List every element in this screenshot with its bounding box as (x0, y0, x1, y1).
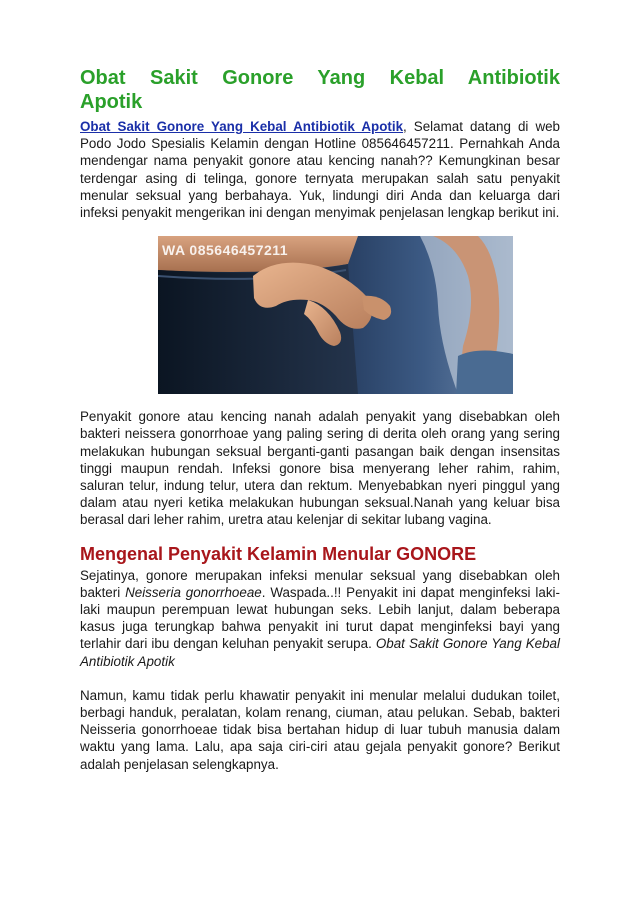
page-title: Obat Sakit Gonore Yang Kebal Antibiotik Apotik (80, 67, 560, 113)
section-heading: Mengenal Penyakit Kelamin Menular GONORE (80, 543, 477, 564)
photo-illustration (158, 236, 513, 394)
paragraph-gonore-definition: Penyakit gonore atau kencing nanah adalah penyakit yang disebabkan oleh bakteri neissera gonorrhoae yang paling sering di derita oleh orang yang sering melakukan hubungan seksual berganti-ganti pasangan baik dengan insensitas tinggi maupun rendah. Infeksi gonore bisa menyerang leher rahim, rahim, saluran telur, indung telur, utera dan rektum. Menyebabkan nyeri pinggul yang dalam atau nyeri ketika melakukan hubungan seksual.Nanah yang keluar bisa berasal dari leher rahim, uretra atau kelenjar di sekitar lubang vagina. (80, 409, 560, 528)
intro-text: , Selamat datang di web Podo Jodo Spesialis Kelamin dengan Hotline 085646457211. Pernahkah Anda mendengar nama penyakit gonore atau kencing nanah?? Kemungkinan besar terdengar asing di telinga, gonore ternyata merupakan salah satu penyakit menular seksual yang berbahaya. Yuk, lindungi diri Anda dan keluarga dari infeksi penyakit mengerikan ini dengan menyimak penjelasan lengkap berikut ini. (80, 119, 561, 221)
intro-paragraph (80, 118, 560, 221)
title-link[interactable]: Obat Sakit Gonore Yang Kebal Antibiotik Apotik (80, 119, 404, 134)
paragraph-sejatinya (80, 567, 560, 670)
p3-species-italic: Neisseria gonorrhoeae (125, 584, 262, 600)
document-page (80, 66, 560, 773)
p3-text-middle: . Waspada..!! Penyakit ini dapat menginfeksi laki-laki maupun perempuan lewat hubungan seks. Lebih lanjut, dalam beberapa kasus juga terungkap bahwa penyakit ini turut dapat menginfeksi bayi yang terlahir dari ibu dengan keluhan penyakit serupa. (80, 584, 560, 652)
article-photo (158, 236, 513, 394)
p3-text-before: Sejatinya, gonore merupakan infeksi menular seksual yang disebabkan oleh bakteri (80, 567, 560, 600)
paragraph-namun: Namun, kamu tidak perlu khawatir penyakit ini menular melalui dudukan toilet, berbagi handuk, peralatan, kolam renang, ciuman, atau pelukan. Sebab, bakteri Neisseria gonorrhoeae tidak bisa bertahan hidup di luar tubuh manusia dalam waktu yang lama. Lalu, apa saja ciri-ciri atau gejala penyakit gonore? Berikut adalah penjelasan selengkapnya. (80, 687, 560, 772)
p3-italic-tail: Obat Sakit Gonore Yang Kebal Antibiotik Apotik (80, 636, 560, 669)
watermark-text: WA 085646457211 (162, 242, 289, 259)
